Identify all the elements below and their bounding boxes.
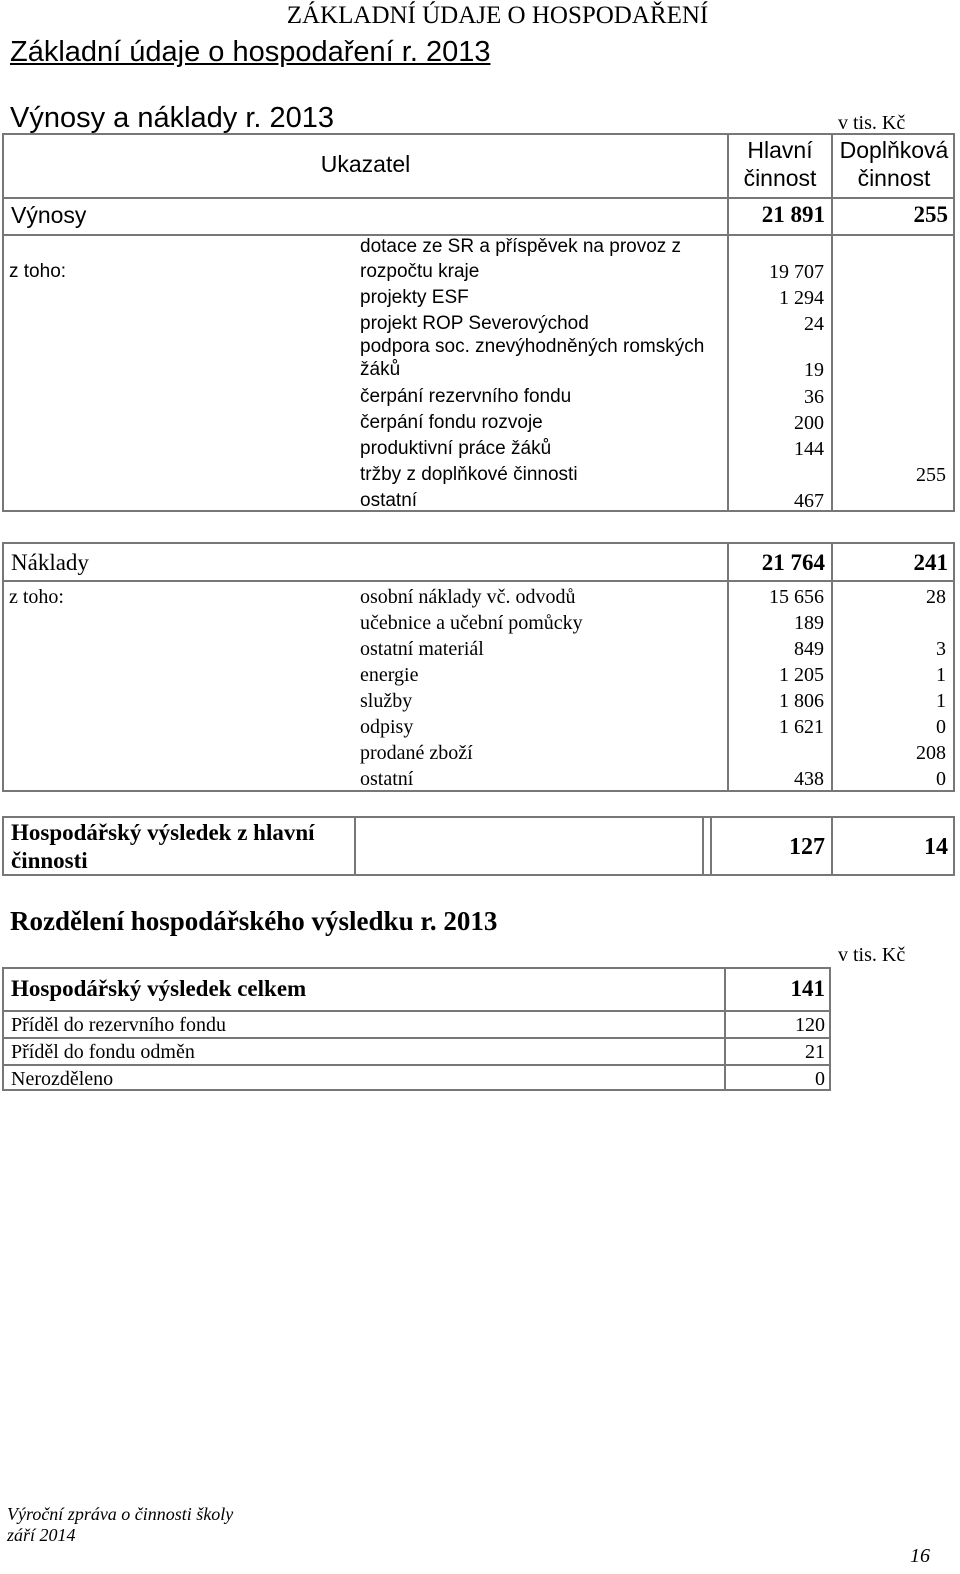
cost-item-label: energie bbox=[360, 664, 419, 686]
col-header-side-1: Doplňková bbox=[839, 137, 949, 163]
costs-side-total: 241 bbox=[913, 550, 948, 575]
revenue-item-main: 19 bbox=[804, 359, 824, 381]
revenue-item-label: produktivní práce žáků bbox=[360, 438, 552, 459]
revenue-item-main: 19 707 bbox=[769, 261, 824, 283]
cost-item-main: 1 621 bbox=[779, 716, 824, 738]
revenue-item-main: 144 bbox=[794, 438, 824, 460]
cost-item-label: odpisy bbox=[360, 716, 414, 738]
page-title: Základní údaje o hospodaření r. 2013 bbox=[10, 36, 491, 68]
costs-label: Náklady bbox=[11, 550, 89, 575]
distribution-title: Rozdělení hospodářského výsledku r. 2013 bbox=[10, 906, 498, 936]
distribution-total-value: 141 bbox=[790, 976, 825, 1001]
distribution-row-value: 21 bbox=[805, 1041, 825, 1063]
revenue-item-label: tržby z doplňkové činnosti bbox=[360, 464, 578, 485]
cost-item-side: 0 bbox=[936, 716, 946, 738]
distribution-total-label: Hospodářský výsledek celkem bbox=[11, 976, 307, 1001]
distribution-unit-label: v tis. Kč bbox=[838, 944, 906, 966]
col-header-main-1: Hlavní bbox=[747, 137, 813, 163]
col-header-indicator: Ukazatel bbox=[320, 151, 411, 177]
cost-item-label: prodané zboží bbox=[360, 742, 473, 764]
cost-item-label: osobní náklady vč. odvodů bbox=[360, 586, 576, 608]
costs-main-total: 21 764 bbox=[761, 550, 825, 575]
revenue-item-label: čerpání fondu rozvoje bbox=[360, 412, 543, 433]
revenue-item-label: projekty ESF bbox=[360, 287, 469, 308]
result-label-1: Hospodářský výsledek z hlavní bbox=[11, 820, 315, 845]
col-header-main-2: činnost bbox=[743, 165, 817, 191]
result-label-2: činnosti bbox=[11, 848, 88, 873]
cost-item-side: 208 bbox=[916, 742, 946, 764]
cost-item-label: učebnice a učební pomůcky bbox=[360, 612, 583, 634]
revenue-item-label: žáků bbox=[360, 359, 401, 380]
section-title-revenue-costs: Výnosy a náklady r. 2013 bbox=[10, 102, 335, 134]
costs-header-row bbox=[2, 542, 955, 582]
revenue-item-main: 200 bbox=[794, 412, 824, 434]
cost-item-side: 3 bbox=[936, 638, 946, 660]
page-number: 16 bbox=[910, 1545, 930, 1567]
cost-item-main: 1 806 bbox=[779, 690, 824, 712]
caps-heading: ZÁKLADNÍ ÚDAJE O HOSPODAŘENÍ bbox=[286, 2, 709, 29]
cost-item-side: 0 bbox=[936, 768, 946, 790]
cost-item-main: 189 bbox=[794, 612, 824, 634]
revenue-main-total: 21 891 bbox=[761, 202, 825, 227]
distribution-row-label: Příděl do rezervního fondu bbox=[11, 1014, 226, 1036]
revenue-item-label: projekt ROP Severovýchod bbox=[360, 313, 589, 334]
distribution-row-value: 120 bbox=[795, 1014, 825, 1036]
cost-item-main: 438 bbox=[794, 768, 824, 790]
col-header-side-2: činnost bbox=[857, 165, 931, 191]
revenue-of-which-label: z toho: bbox=[9, 261, 67, 282]
cost-item-label: služby bbox=[360, 690, 413, 712]
cost-item-main: 15 656 bbox=[769, 586, 824, 608]
result-row bbox=[2, 816, 955, 876]
revenue-item-main: 467 bbox=[794, 490, 824, 512]
cost-item-main: 1 205 bbox=[779, 664, 824, 686]
distribution-row-value: 0 bbox=[815, 1068, 825, 1090]
revenue-item-label: rozpočtu kraje bbox=[360, 261, 480, 282]
distribution-row-label: Příděl do fondu odměn bbox=[11, 1041, 195, 1063]
footer-report-title: Výroční zpráva o činnosti školy bbox=[7, 1504, 234, 1524]
revenue-item-side: 255 bbox=[916, 464, 946, 486]
cost-item-side: 1 bbox=[936, 664, 946, 686]
distribution-table bbox=[2, 967, 831, 1091]
revenue-label: Výnosy bbox=[11, 202, 87, 228]
revenue-item-main: 24 bbox=[804, 313, 824, 335]
revenue-side-total: 255 bbox=[913, 202, 948, 227]
revenue-item-label: dotace ze SR a příspěvek na provoz z bbox=[360, 236, 682, 257]
table-header bbox=[2, 133, 955, 236]
cost-item-side: 1 bbox=[936, 690, 946, 712]
unit-label: v tis. Kč bbox=[838, 112, 906, 134]
revenue-item-main: 1 294 bbox=[779, 287, 824, 309]
result-main-value: 127 bbox=[789, 834, 825, 860]
revenue-item-label: ostatní bbox=[360, 490, 418, 511]
result-side-value: 14 bbox=[924, 834, 948, 860]
cost-item-side: 28 bbox=[926, 586, 946, 608]
cost-item-label: ostatní bbox=[360, 768, 414, 790]
costs-of-which-label: z toho: bbox=[9, 586, 64, 608]
revenue-item-label: podpora soc. znevýhodněných romských bbox=[360, 336, 705, 357]
footer-date: září 2014 bbox=[7, 1525, 76, 1545]
revenue-item-main: 36 bbox=[804, 386, 824, 408]
cost-item-label: ostatní materiál bbox=[360, 638, 484, 660]
cost-item-main: 849 bbox=[794, 638, 824, 660]
revenue-item-label: čerpání rezervního fondu bbox=[360, 386, 572, 407]
distribution-row-label: Nerozděleno bbox=[11, 1068, 114, 1090]
